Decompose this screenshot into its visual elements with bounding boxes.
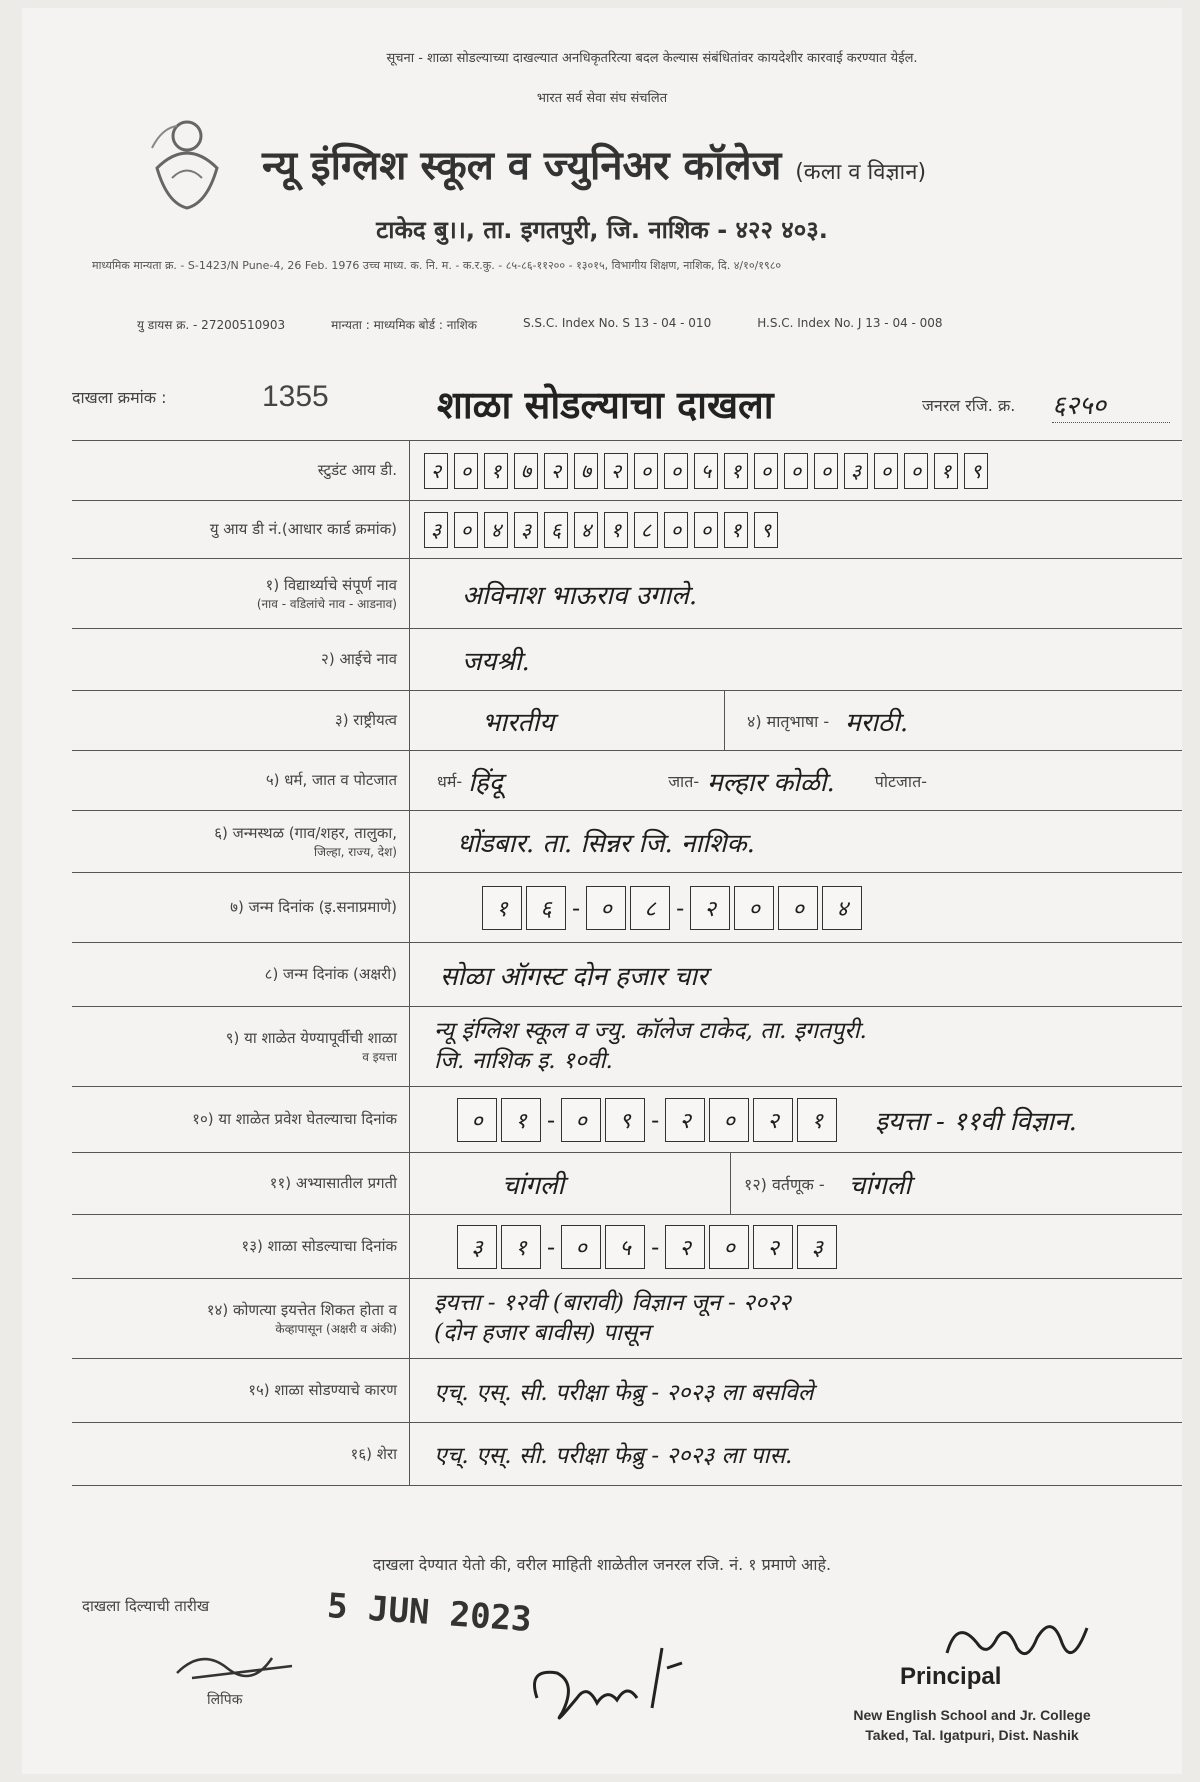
row-label — [72, 1087, 410, 1152]
certificate-title: शाळा सोडल्याचा दाखला — [437, 383, 774, 427]
row-label — [72, 751, 410, 810]
digit-box: ० — [814, 453, 838, 489]
birthplace: धोंडबार. ता. सिन्नर जि. नाशिक. — [457, 828, 755, 859]
label-text: यु आय डी नं.(आधार कार्ड क्रमांक) — [209, 520, 397, 538]
digit-box: ० — [634, 453, 658, 489]
clerk-label: लिपिक — [207, 1692, 243, 1708]
label-text: १५) शाळा सोडण्याचे कारण — [248, 1381, 397, 1399]
row-dob — [72, 872, 1182, 942]
divider — [724, 691, 725, 750]
digit-box: १ — [934, 453, 958, 489]
digit-box: ५ — [694, 453, 718, 489]
hsc-index: H.S.C. Index No. J 13 - 04 - 008 — [757, 316, 943, 330]
date-separator: - — [547, 1105, 556, 1134]
divider — [730, 1153, 731, 1214]
digit-box: ० — [709, 1225, 749, 1269]
digit-box: ३ — [797, 1225, 837, 1269]
row-label — [72, 873, 410, 942]
principal-stamp — [792, 1706, 1152, 1745]
label-subtext: (नाव - वडिलांचे नाव - आडनाव) — [256, 596, 397, 611]
digit-box: ८ — [630, 886, 670, 930]
academic-progress: चांगली — [502, 1170, 565, 1201]
digit-box: २ — [665, 1098, 705, 1142]
date-separator: - — [651, 1105, 660, 1134]
label-text: ८) जन्म दिनांक (अक्षरी) — [264, 965, 397, 983]
religion-label: धर्म- — [437, 771, 463, 791]
digit-box: ३ — [424, 512, 448, 548]
digit-box: २ — [604, 453, 628, 489]
digit-box: ० — [664, 453, 688, 489]
admission-date-boxes — [457, 1098, 841, 1142]
label-text: १३) शाळा सोडल्याचा दिनांक — [241, 1237, 397, 1255]
label-text: ९) या शाळेत येण्यापूर्वीची शाळा — [225, 1028, 397, 1047]
label-subtext: जिल्हा, राज्य, देश) — [314, 844, 397, 859]
label-text: ३) राष्ट्रीयत्व — [334, 711, 397, 729]
register-number: ६२५० — [1052, 386, 1170, 423]
digit-box: ९ — [964, 453, 988, 489]
uid-boxes — [424, 512, 784, 548]
previous-school — [434, 1007, 867, 1086]
row-label — [72, 943, 410, 1006]
date-separator: - — [572, 893, 581, 922]
date-separator: - — [547, 1232, 556, 1261]
digit-box: १ — [501, 1225, 541, 1269]
row-label — [72, 1359, 410, 1422]
caste-label: जात- — [668, 771, 700, 791]
label-text: ६) जन्मस्थळ (गाव/शहर, तालुका, — [214, 823, 397, 842]
row-label — [72, 1423, 410, 1485]
row-reason — [72, 1358, 1182, 1422]
digit-box: २ — [424, 453, 448, 489]
school-logo-icon — [137, 108, 237, 218]
issue-date-stamp: 5 JUN 2023 — [325, 1585, 533, 1641]
leaving-certificate — [22, 8, 1182, 1774]
row-student-id — [72, 440, 1182, 500]
row-label — [72, 1215, 410, 1278]
board-name: मान्यता : माध्यमिक बोर्ड : नाशिक — [331, 318, 477, 332]
leaving-date-boxes — [457, 1225, 841, 1269]
previous-school-line-2: जि. नाशिक इ. १०वी. — [434, 1047, 613, 1074]
digit-box: २ — [544, 453, 568, 489]
digit-box: ० — [734, 886, 774, 930]
label-text: ११) अभ्यासातील प्रगती — [269, 1174, 397, 1192]
last-standard — [434, 1279, 791, 1358]
digit-box: ० — [754, 453, 778, 489]
nationality: भारतीय — [482, 707, 555, 738]
digit-box: ० — [457, 1098, 497, 1142]
digit-box: १ — [724, 512, 748, 548]
label-text: ७) जन्म दिनांक (इ.सनाप्रमाणे) — [230, 898, 397, 916]
religion: हिंदू — [468, 767, 503, 798]
row-label — [72, 629, 410, 690]
row-label — [72, 1007, 410, 1086]
row-prev-school — [72, 1006, 1182, 1086]
register-label: जनरल रजि. क्र. — [922, 396, 1016, 415]
digit-box: ४ — [574, 512, 598, 548]
date-separator: - — [676, 893, 685, 922]
row-remarks — [72, 1422, 1182, 1486]
class-teacher-signature — [522, 1628, 692, 1738]
digit-box: ० — [784, 453, 808, 489]
digit-box: ७ — [514, 453, 538, 489]
digit-box: ४ — [822, 886, 862, 930]
digit-box: ४ — [484, 512, 508, 548]
digit-box: ३ — [844, 453, 868, 489]
digit-box: ३ — [514, 512, 538, 548]
warning-tagline: सूचना - शाळा सोडल्याच्या दाखल्यात अनधिकृतरित्या बदल केल्यास संबंधितांवर कायदेशीर कारवाई करण्यात येईल. — [386, 51, 918, 66]
digit-box: २ — [753, 1225, 793, 1269]
row-uid — [72, 500, 1182, 558]
digit-box: ६ — [544, 512, 568, 548]
digit-box: ० — [586, 886, 626, 930]
label-text: १६) शेरा — [350, 1444, 397, 1463]
row-last-standard — [72, 1278, 1182, 1358]
mother-tongue-label: ४) मातृभाषा - — [747, 711, 830, 731]
mother-tongue: मराठी. — [845, 707, 909, 738]
digit-box: ० — [709, 1098, 749, 1142]
previous-school-line-1: न्यू इंग्लिश स्कूल व ज्यु. कॉलेज टाकेद, ता. इगतपुरी. — [434, 1017, 867, 1044]
label-text: ५) धर्म, जात व पोटजात — [265, 771, 397, 789]
mother-tongue-cell — [747, 691, 908, 750]
digit-box: २ — [753, 1098, 793, 1142]
school-name — [262, 136, 926, 191]
digit-box: ६ — [526, 886, 566, 930]
row-label — [72, 441, 410, 500]
admission-standard: इयत्ता - ११वी विज्ञान. — [875, 1106, 1077, 1137]
digit-box: ७ — [574, 453, 598, 489]
digit-box: १ — [797, 1098, 837, 1142]
row-label — [72, 559, 410, 628]
digit-box: ० — [454, 453, 478, 489]
dob-boxes — [482, 886, 866, 930]
label-text: २) आईचे नाव — [321, 650, 397, 668]
row-dob-words — [72, 942, 1182, 1006]
school-codes — [137, 316, 1177, 333]
label-subtext: केव्हापासून (अक्षरी व अंकी) — [275, 1321, 397, 1336]
institution-line-2: Taked, Tal. Igatpuri, Dist. Nashik — [865, 1726, 1079, 1743]
label-text: १) विद्यार्थ्याचे संपूर्ण नाव — [265, 575, 397, 594]
conduct: चांगली — [848, 1170, 911, 1201]
digit-box: १ — [724, 453, 748, 489]
digit-box: ८ — [634, 512, 658, 548]
row-label — [72, 1153, 410, 1214]
label-text: १४) कोणत्या इयत्तेत शिकत होता व — [206, 1300, 397, 1319]
row-nationality — [72, 690, 1182, 750]
dob-value — [482, 873, 866, 942]
recognition-line: माध्यमिक मान्यता क्र. - S-1423/N Pune-4, 26 Feb. 1976 उच्च माध्य. क. नि. म. - क.र.कु. - ८५-८६-११२०० - १३०१५, विभागीय शिक्षण, नाशिक, दि. ४/१०/१९८० — [92, 259, 782, 272]
row-religion — [72, 750, 1182, 810]
row-birthplace — [72, 810, 1182, 872]
subcaste-label: पोटजात- — [874, 771, 927, 791]
row-label — [72, 1279, 410, 1358]
certificate-number-label: दाखला क्रमांक : — [72, 388, 167, 407]
conduct-cell — [744, 1153, 911, 1214]
row-progress — [72, 1152, 1182, 1214]
religion-cell — [437, 751, 927, 810]
issue-date-label: दाखला दिल्याची तारीख — [82, 1597, 210, 1615]
mother-name: जयश्री. — [462, 646, 530, 677]
leaving-reason: एच्. एस्. सी. परीक्षा फेब्रु - २०२३ ला बसविले — [434, 1379, 814, 1406]
row-value — [424, 441, 994, 500]
digit-box: ३ — [457, 1225, 497, 1269]
society-name: भारत सर्व सेवा संघ संचलित — [536, 91, 668, 106]
digit-box: १ — [501, 1098, 541, 1142]
remarks: एच्. एस्. सी. परीक्षा फेब्रु - २०२३ ला पास. — [434, 1443, 793, 1469]
clerk-signature — [172, 1638, 302, 1688]
institution-line-1: New English School and Jr. College — [853, 1707, 1091, 1723]
last-standard-line-1: इयत्ता - १२वी (बारावी) विज्ञान जून - २०२२ — [434, 1289, 791, 1316]
row-mother — [72, 628, 1182, 690]
digit-box: ० — [694, 512, 718, 548]
student-name: अविनाश भाऊराव उगाले. — [462, 580, 698, 611]
school-stream: (कला व विज्ञान) — [795, 160, 927, 185]
conduct-label: १२) वर्तणूक - — [744, 1174, 825, 1194]
digit-box: ० — [874, 453, 898, 489]
date-separator: - — [651, 1232, 660, 1261]
row-admission — [72, 1086, 1182, 1152]
row-leaving-date — [72, 1214, 1182, 1278]
principal-title: Principal — [900, 1663, 1002, 1690]
leaving-date-value — [457, 1215, 841, 1278]
udise-code: यु डायस क्र. - 27200510903 — [137, 318, 286, 332]
digit-box: १ — [482, 886, 522, 930]
admission-value — [457, 1087, 1077, 1152]
row-name — [72, 558, 1182, 628]
row-value — [424, 501, 784, 558]
label-text: १०) या शाळेत प्रवेश घेतल्याचा दिनांक — [192, 1110, 397, 1128]
student-id-boxes — [424, 453, 994, 489]
digit-box: ९ — [754, 512, 778, 548]
digit-box: १ — [604, 512, 628, 548]
certification-note: दाखला देण्यात येतो की, वरील माहिती शाळेतील जनरल रजि. नं. १ प्रमाणे आहे. — [372, 1555, 832, 1574]
certificate-number: 1355 — [262, 380, 329, 413]
digit-box: ० — [454, 512, 478, 548]
label-text: स्टुडंट आय डी. — [317, 461, 397, 479]
row-label — [72, 811, 410, 872]
digit-box: २ — [665, 1225, 705, 1269]
digit-box: १ — [484, 453, 508, 489]
school-address: टाकेद बु।।, ता. इगतपुरी, जि. नाशिक - ४२२ ४०३. — [376, 216, 828, 244]
dob-in-words: सोळा ऑगस्ट दोन हजार चार — [440, 961, 708, 992]
row-label — [72, 691, 410, 750]
digit-box: ० — [561, 1098, 601, 1142]
digit-box: ० — [904, 453, 928, 489]
school-name-text: न्यू इंग्लिश स्कूल व ज्युनिअर कॉलेज — [262, 143, 782, 189]
row-label — [72, 501, 410, 558]
last-standard-line-2: (दोन हजार बावीस) पासून — [434, 1319, 651, 1346]
ssc-index: S.S.C. Index No. S 13 - 04 - 010 — [522, 316, 712, 330]
digit-box: ९ — [605, 1098, 645, 1142]
caste: मल्हार कोळी. — [707, 767, 835, 798]
label-subtext: व इयत्ता — [362, 1049, 397, 1064]
digit-box: ० — [778, 886, 818, 930]
digit-box: ० — [561, 1225, 601, 1269]
digit-box: ५ — [605, 1225, 645, 1269]
digit-box: २ — [690, 886, 730, 930]
digit-box: ० — [664, 512, 688, 548]
